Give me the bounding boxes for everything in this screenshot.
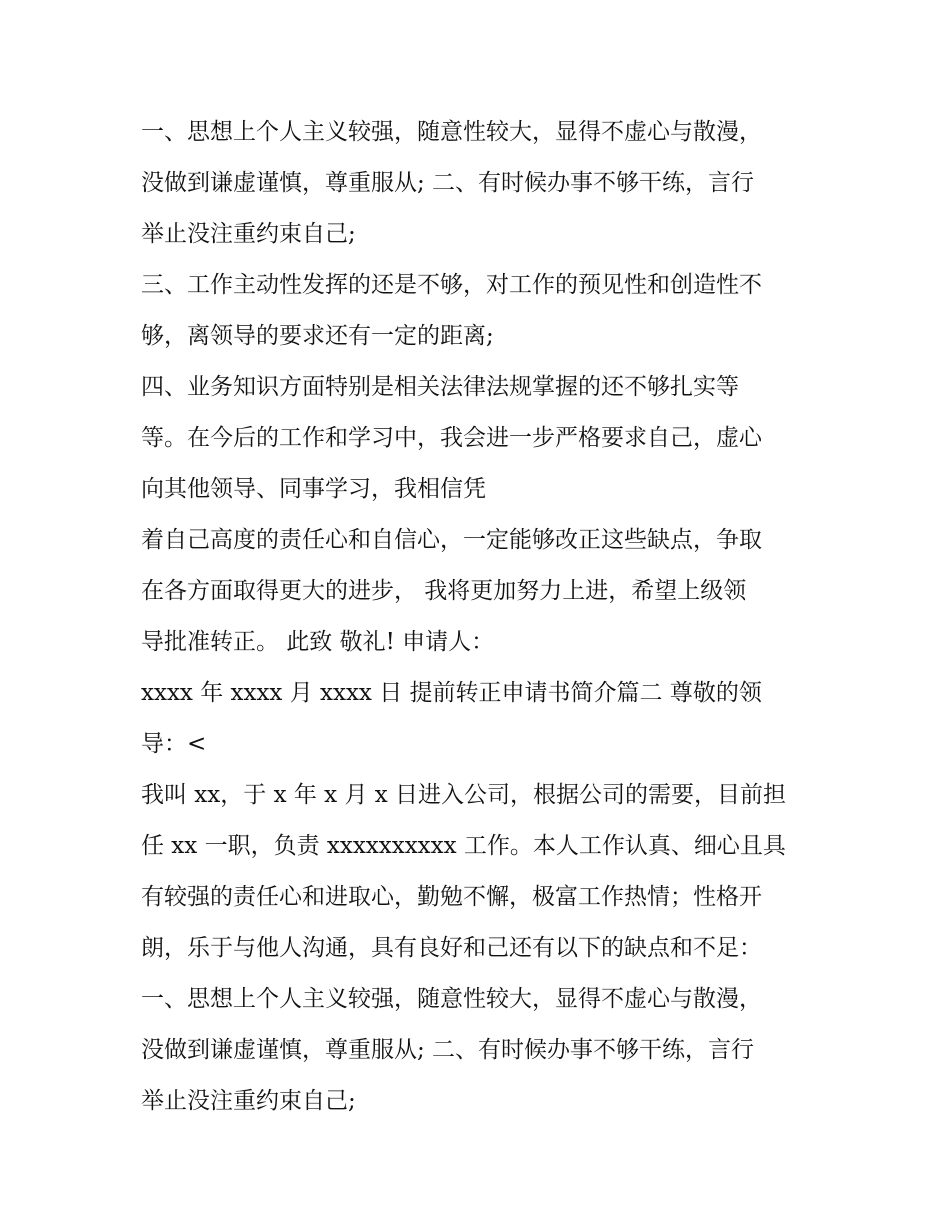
text-line: 举止没注重约束自己; bbox=[141, 221, 356, 247]
text-line: 没做到谦虚谨慎，尊重服从; 二、有时候办事不够干练，言行 bbox=[141, 1037, 755, 1063]
text-line: 在各方面取得更大的进步， 我将更加努力上进，希望上级领 bbox=[141, 578, 747, 604]
text-line: 我叫 xx，于 x 年 x 月 x 日进入公司，根据公司的需要，目前担 bbox=[141, 782, 787, 808]
text-line: 一、思想上个人主义较强，随意性较大，显得不虚心与散漫， bbox=[141, 119, 762, 145]
document-body bbox=[141, 107, 831, 1127]
text-line: 着自己高度的责任心和自信心，一定能够改正这些缺点，争取 bbox=[141, 527, 762, 553]
text-line: 一、思想上个人主义较强，随意性较大，显得不虚心与散漫， bbox=[141, 986, 762, 1012]
text-line: 导批准转正。 此致 敬礼! 申请人： bbox=[141, 629, 495, 655]
text-line: 等。在今后的工作和学习中，我会进一步严格要求自己，虚心 bbox=[141, 425, 762, 451]
text-line: 朗，乐于与他人沟通，具有良好和己还有以下的缺点和不足： bbox=[141, 935, 762, 961]
text-line: 任 xx 一职，负责 xxxxxxxxxx 工作。本人工作认真、细心且具 bbox=[141, 833, 786, 859]
text-line: 有较强的责任心和进取心，勤勉不懈，极富工作热情；性格开 bbox=[141, 884, 762, 910]
text-line: 四、业务知识方面特别是相关法律法规掌握的还不够扎实等 bbox=[141, 374, 739, 400]
text-line: xxxx 年 xxxx 月 xxxx 日 提前转正申请书简介篇二 尊敬的领 bbox=[141, 680, 762, 706]
text-line: 导：< bbox=[141, 731, 207, 757]
text-line: 三、工作主动性发挥的还是不够，对工作的预见性和创造性不 bbox=[141, 272, 762, 298]
text-line: 没做到谦虚谨慎，尊重服从; 二、有时候办事不够干练，言行 bbox=[141, 170, 755, 196]
text-line: 向其他领导、同事学习，我相信凭 bbox=[141, 476, 486, 502]
text-line: 举止没注重约束自己; bbox=[141, 1088, 356, 1114]
text-line: 够，离领导的要求还有一定的距离; bbox=[141, 323, 494, 349]
